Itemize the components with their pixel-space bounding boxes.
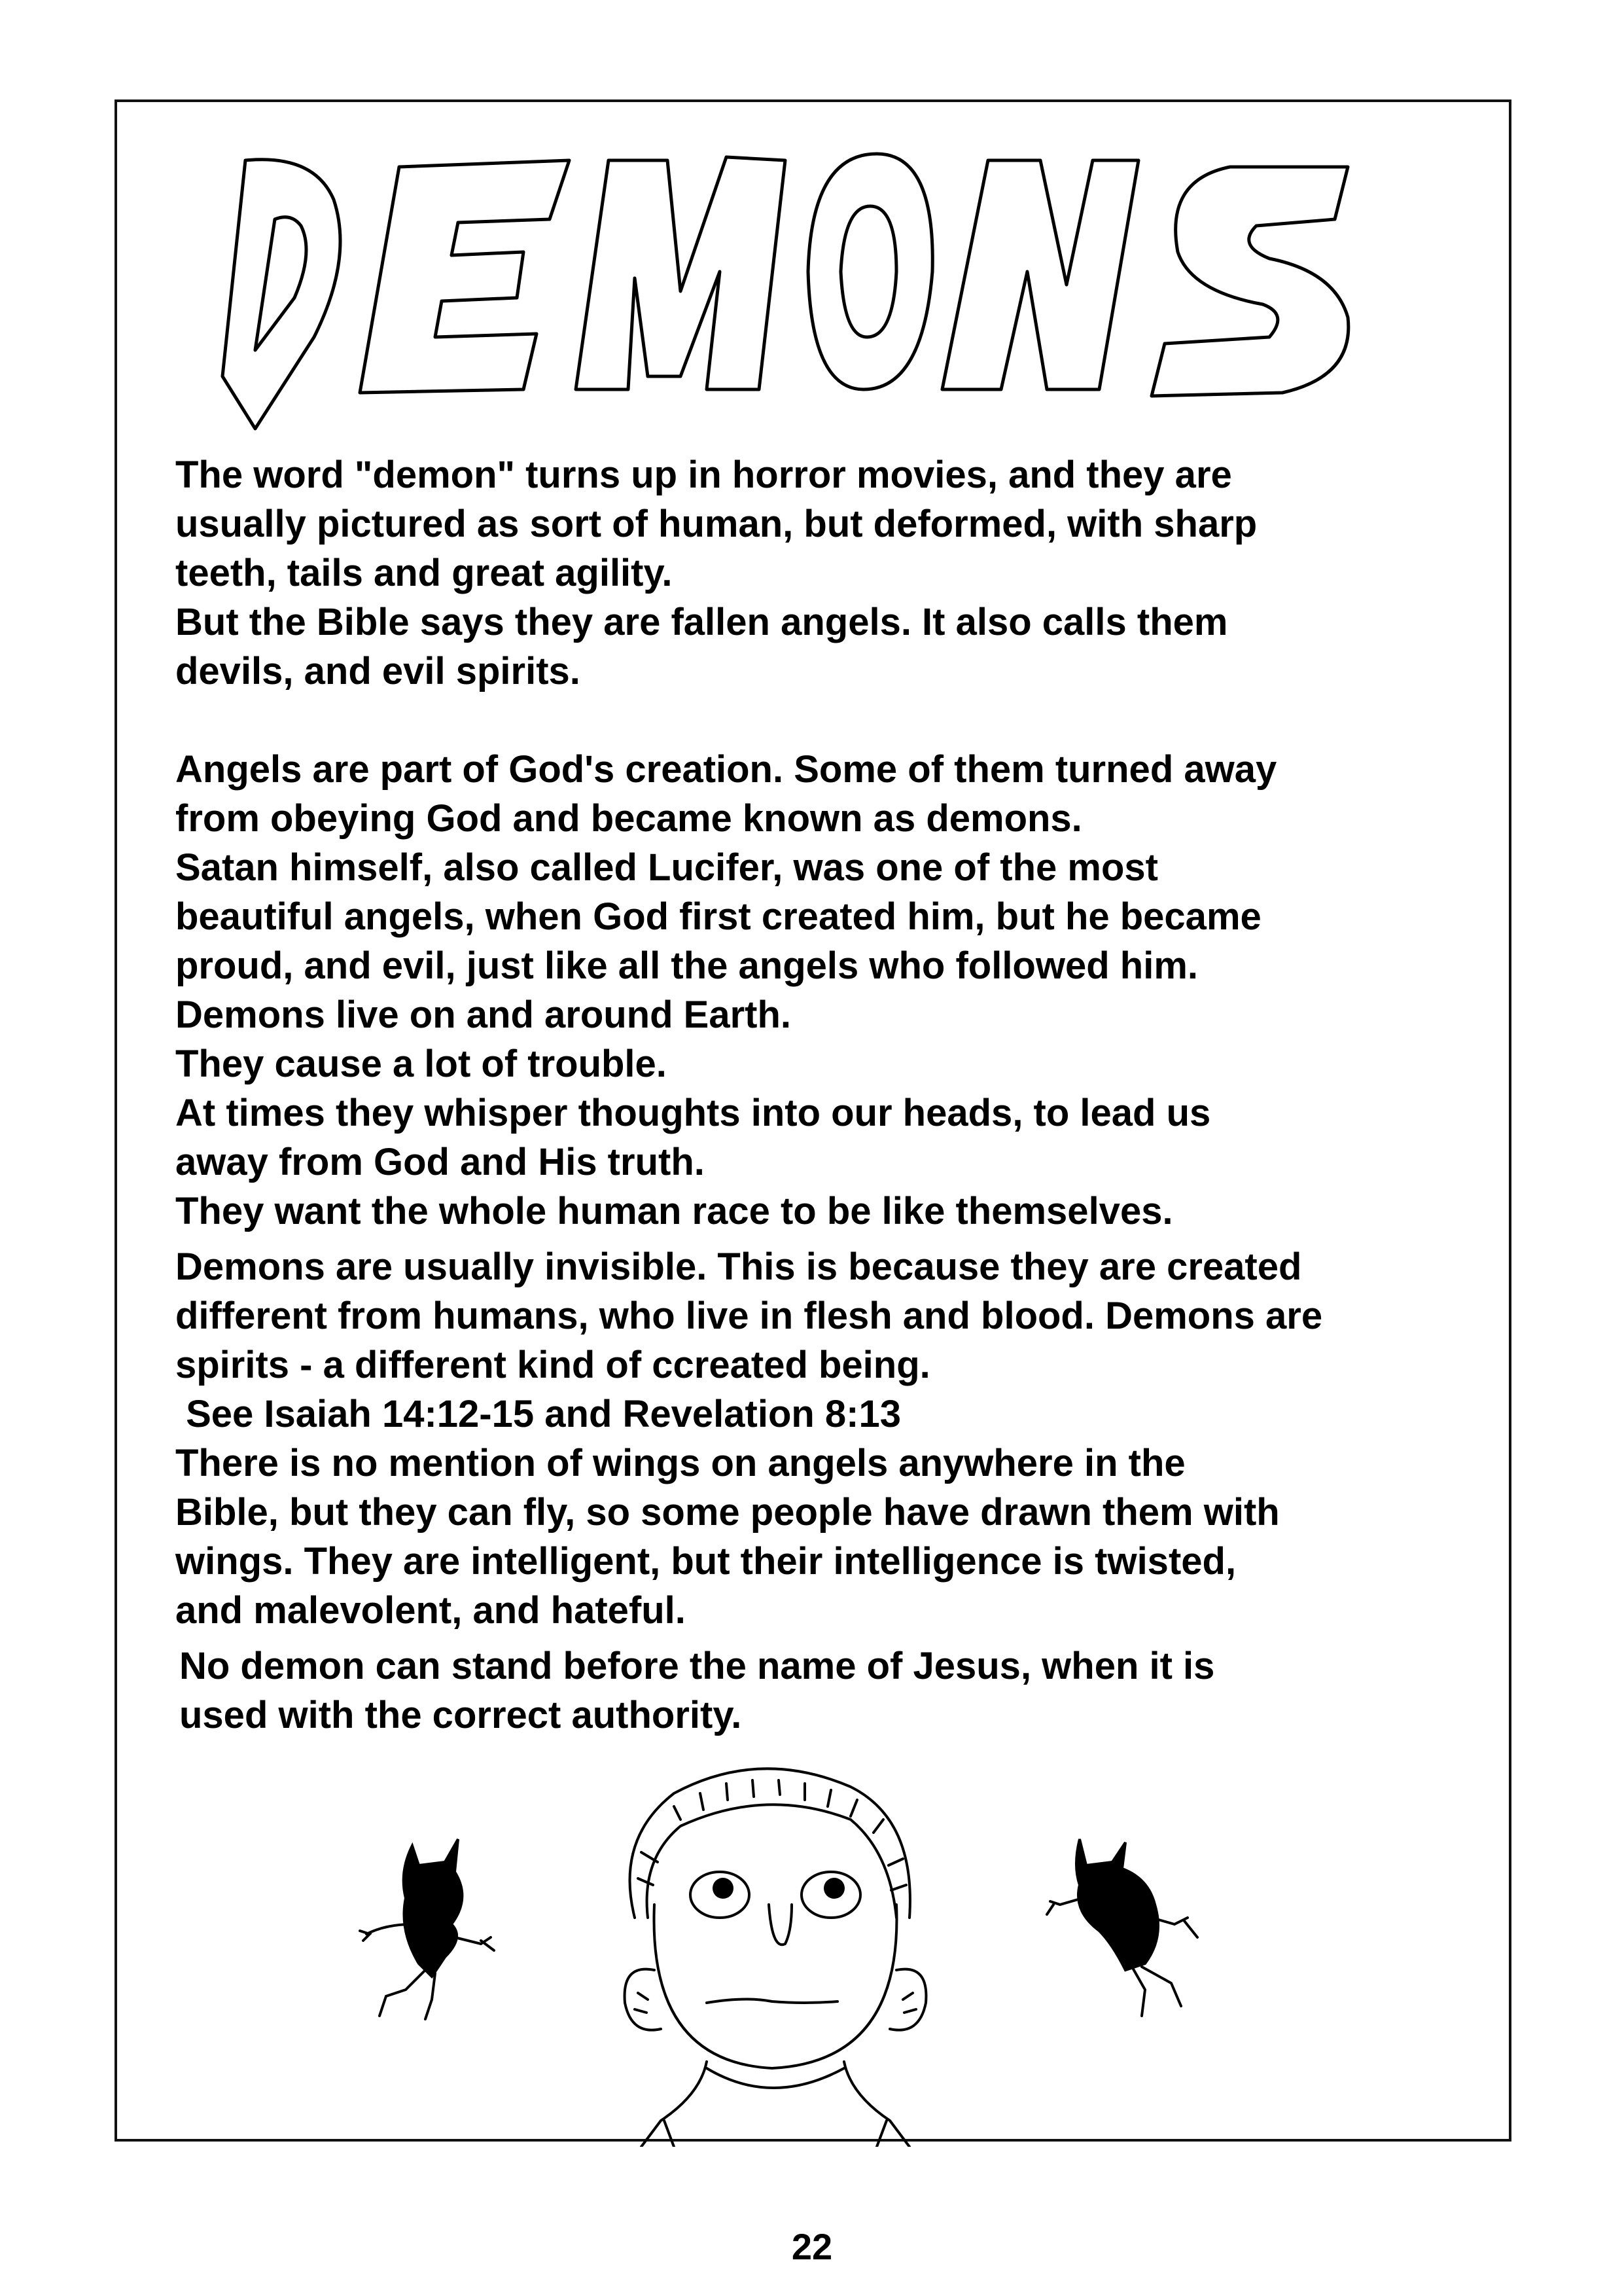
text-line: spirits - a different kind of ccreated being. bbox=[175, 1344, 930, 1386]
text-line: away from God and His truth. bbox=[175, 1141, 705, 1183]
scripture-reference: See Isaiah 14:12-15 and Revelation 8:13 bbox=[175, 1393, 901, 1435]
left-demon-icon bbox=[340, 1826, 504, 2036]
text-line: from obeying God and became known as demons. bbox=[175, 797, 1082, 840]
worried-boy-illustration bbox=[576, 1754, 995, 2147]
text-line: They cause a lot of trouble. bbox=[175, 1043, 667, 1085]
text-line: They want the whole human race to be like themselves. bbox=[175, 1190, 1173, 1232]
text-line: No demon can stand before the name of Jesus, when it is bbox=[179, 1645, 1215, 1687]
text-line: At times they whisper thoughts into our heads, to lead us bbox=[175, 1092, 1211, 1134]
text-line: Bible, but they can fly, so some people have drawn them with bbox=[175, 1491, 1280, 1534]
text-line: Satan himself, also called Lucifer, was one of the most bbox=[175, 846, 1158, 889]
page-number: 22 bbox=[791, 2226, 833, 2267]
invisible-paragraph bbox=[175, 1242, 1471, 1635]
text-line: wings. They are intelligent, but their intelligence is twisted, bbox=[175, 1540, 1237, 1583]
intro-paragraph bbox=[175, 450, 1471, 696]
text-line: devils, and evil spirits. bbox=[175, 650, 580, 692]
text-line: and malevolent, and hateful. bbox=[175, 1589, 686, 1632]
right-demon-icon bbox=[1034, 1826, 1210, 2029]
angels-paragraph bbox=[175, 745, 1471, 1236]
text-line: But the Bible says they are fallen angels. It also calls them bbox=[175, 601, 1228, 643]
text-line: used with the correct authority. bbox=[179, 1694, 742, 1736]
text-line: usually pictured as sort of human, but deformed, with sharp bbox=[175, 503, 1258, 545]
text-line: Demons are usually invisible. This is because they are created bbox=[175, 1246, 1302, 1288]
text-line: beautiful angels, when God first created him, but he became bbox=[175, 895, 1262, 938]
text-line: The word "demon" turns up in horror movies, and they are bbox=[175, 454, 1232, 496]
text-line: proud, and evil, just like all the angels who followed him. bbox=[175, 944, 1198, 987]
jesus-paragraph bbox=[179, 1641, 1475, 1740]
text-line: teeth, tails and great agility. bbox=[175, 552, 673, 594]
text-line: Demons live on and around Earth. bbox=[175, 994, 792, 1036]
demons-title-lettering bbox=[183, 141, 1374, 432]
text-line: There is no mention of wings on angels anywhere in the bbox=[175, 1442, 1186, 1484]
text-line: Angels are part of God's creation. Some of them turned away bbox=[175, 748, 1277, 791]
text-line: different from humans, who live in flesh and blood. Demons are bbox=[175, 1295, 1323, 1337]
